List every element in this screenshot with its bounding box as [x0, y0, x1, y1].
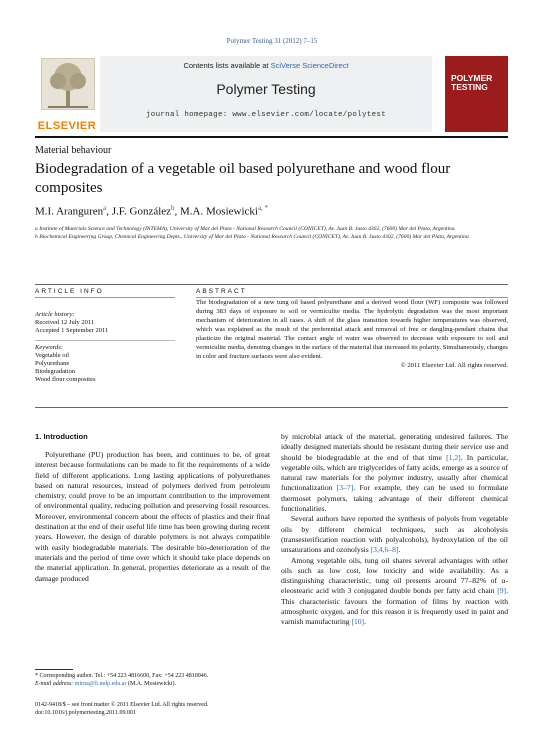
divider — [35, 284, 508, 285]
affiliation-a: a Institute of Materials Science and Technology (INTEMA), University of Mar del Plata - National Research Council (CONICET), Av. Juan B. Justo 4302, (7600) Mar del Plata, Argentina — [35, 226, 455, 232]
citation-link[interactable]: [1,2] — [446, 452, 461, 462]
header-rule — [35, 136, 508, 138]
corresponding-author: * Corresponding author. Tel.: +54 223 4816600, Fax: +54 223 4810046. — [35, 673, 209, 679]
paragraph: Polyurethane (PU) production has been, and continues to be, of great interest because formulations can be made to fit the requirements of a wide field of different applications. Long lasting applications of polyurethanes based on natural resources, instead of polymers derived from petroleum chemistry, could prove to be an important contribution to the improvement of environmental quality, reducing pollution and preserving fossil resources. Moreover, environmental concern about the effects of plastics and their final destination at the end of their useful life time has been growing during recent years. However, the design of durable polymers is not always compatible with easily biodegradable materials. The desirable bio-deterioration of the materials and the period of time over which it should take place depends on the material application. In general, properties deteriorate as a result of the damage produced — [35, 450, 270, 583]
cover-title: POLYMER TESTING — [451, 73, 493, 92]
divider — [35, 407, 508, 408]
intro-left-column — [35, 450, 270, 584]
keyword: Vegetable oil — [35, 352, 70, 359]
citation-link[interactable]: [10] — [351, 617, 365, 627]
email-line: E-mail address: mirna@fi.mdp.edu.ar (M.A. Mosiewicki). — [35, 681, 176, 687]
elsevier-tree-icon — [41, 58, 95, 110]
sciencedirect-link[interactable]: SciVerse ScienceDirect — [270, 61, 349, 70]
author-name: J.F. González — [111, 205, 172, 218]
paragraph: Among vegetable oils, tung oil shares several advantages with other oils such as low cost, low toxicity and wide availability. As a distinguishing characteristic, tung oil presents around 77–82% of α-eleostearic acid with 3 conjugated double bonds per fatty acid chain [9]. This characteristic favours the formation of films by reaction with atmospheric oxygen, and for this reason it is frequently used in paint and varnish manufacturing [10]. — [281, 555, 508, 627]
copyright-line: © 2011 Elsevier Ltd. All rights reserved. — [400, 362, 508, 369]
citation-link[interactable]: [3,4,6–8] — [370, 545, 399, 555]
article-title: Biodegradation of a vegetable oil based polyurethane and wood flour composites — [35, 161, 451, 196]
author-affiliation-mark[interactable]: a — [103, 204, 107, 212]
journal-name: Polymer Testing — [216, 81, 316, 97]
journal-header-box — [100, 56, 432, 132]
author-list: M.I. Aranguren$^a$, J.F. González$^b$, M.A. Mosiewicki$^{a, *}$ — [35, 204, 269, 218]
contents-prefix: Contents lists available at — [183, 61, 271, 70]
intro-right-column — [281, 432, 508, 628]
keyword: Wood flour composites — [35, 376, 96, 383]
paragraph: Several authors have reported the synthesis of polyols from vegetable oils by different chemical techniques, such as alcoholysis (transesterification reaction with polyalcohols), hydroxylation of the oil unsaturations and ozonolysis [3,4,6–8]. — [281, 514, 508, 555]
page-footer — [35, 701, 335, 717]
email-link[interactable]: mirna@fi.mdp.edu.ar — [74, 681, 127, 687]
author-name: M.A. Mosiewicki — [180, 205, 258, 218]
journal-reference[interactable]: Polymer Testing 31 (2012) 7–15 — [226, 37, 318, 45]
elsevier-wordmark: ELSEVIER — [37, 120, 97, 132]
author-affiliation-mark[interactable]: a, * — [257, 204, 269, 212]
affiliations — [35, 225, 505, 241]
citation-link[interactable]: [3–7] — [336, 483, 354, 493]
paragraph: by microbial attack of the material, generating undesired failures. The ideally designed materials should be resistant during their service use and should be biodegradable at the end of that time [1,2]. In particular, vegetable oils, which are triglycerides of fatty acids, emerge as a source of natural raw materials for the polymer industry, usually after chemical functionalization [3–7]. For example, they can be used to formulate thermoset polymers, taking advantage of their different chemical functionalities. — [281, 432, 508, 514]
history-label: Article history: — [35, 311, 75, 318]
footnote — [35, 672, 270, 688]
keywords-label: Keywords: — [35, 344, 63, 351]
elsevier-logo — [35, 56, 99, 132]
journal-homepage[interactable]: journal homepage: www.elsevier.com/locate/polytest — [145, 111, 387, 119]
abstract-body — [196, 298, 508, 370]
citation-link[interactable]: [9] — [497, 586, 507, 596]
issn-line: 0142-9418/$ – see front matter © 2011 Elsevier Ltd. All rights reserved. — [35, 702, 209, 708]
footnote-rule — [35, 669, 73, 670]
received-date: Received 12 July 2011 — [35, 319, 95, 326]
section-label: Material behaviour — [35, 145, 112, 156]
keyword: Polyurethane — [35, 360, 70, 367]
doi-link[interactable]: doi:10.1016/j.polymertesting.2011.09.001 — [35, 710, 136, 716]
keyword: Biodegradation — [35, 368, 76, 375]
abstract-text: The biodegradation of a new tung oil based polyurethane and a derived wood flour (WF) composite was followed during 383 days of exposure to soil or vermiculite media. The hydrolytic degradation was the most important mechanism of deterioration in all cases. A shift of the glass transition towards higher temperatures was observed, which was explained as the result of the preferential attack and removal of free or dangling-pendant chains that plasticize the original material. The contact angle of water was observed to decrease with exposure to soil and vermiculite media, denoting changes in the surface of the material that increased its polarity. Simultaneously, changes in color and fracture surfaces were also evident. — [196, 299, 508, 360]
article-info-heading: ARTICLE INFO — [35, 288, 104, 295]
accepted-date: Accepted 1 September 2011 — [35, 327, 109, 334]
journal-cover — [445, 56, 508, 132]
section-heading: 1. Introduction — [35, 432, 88, 441]
author-name: M.I. Aranguren — [35, 205, 104, 218]
divider — [35, 297, 175, 298]
contents-line — [100, 61, 432, 70]
article-info — [35, 311, 175, 384]
divider — [35, 340, 175, 341]
abstract-heading: ABSTRACT — [196, 288, 247, 295]
affiliation-b: b Biochemical Engineering Group, Chemical Engineering Depts., University of Mar del Plata - National Research Council (CONICET), Av. Juan B. Justo 4302, (7600) Mar del Plata, Argentina — [35, 234, 469, 240]
author-affiliation-mark[interactable]: b — [171, 204, 175, 212]
